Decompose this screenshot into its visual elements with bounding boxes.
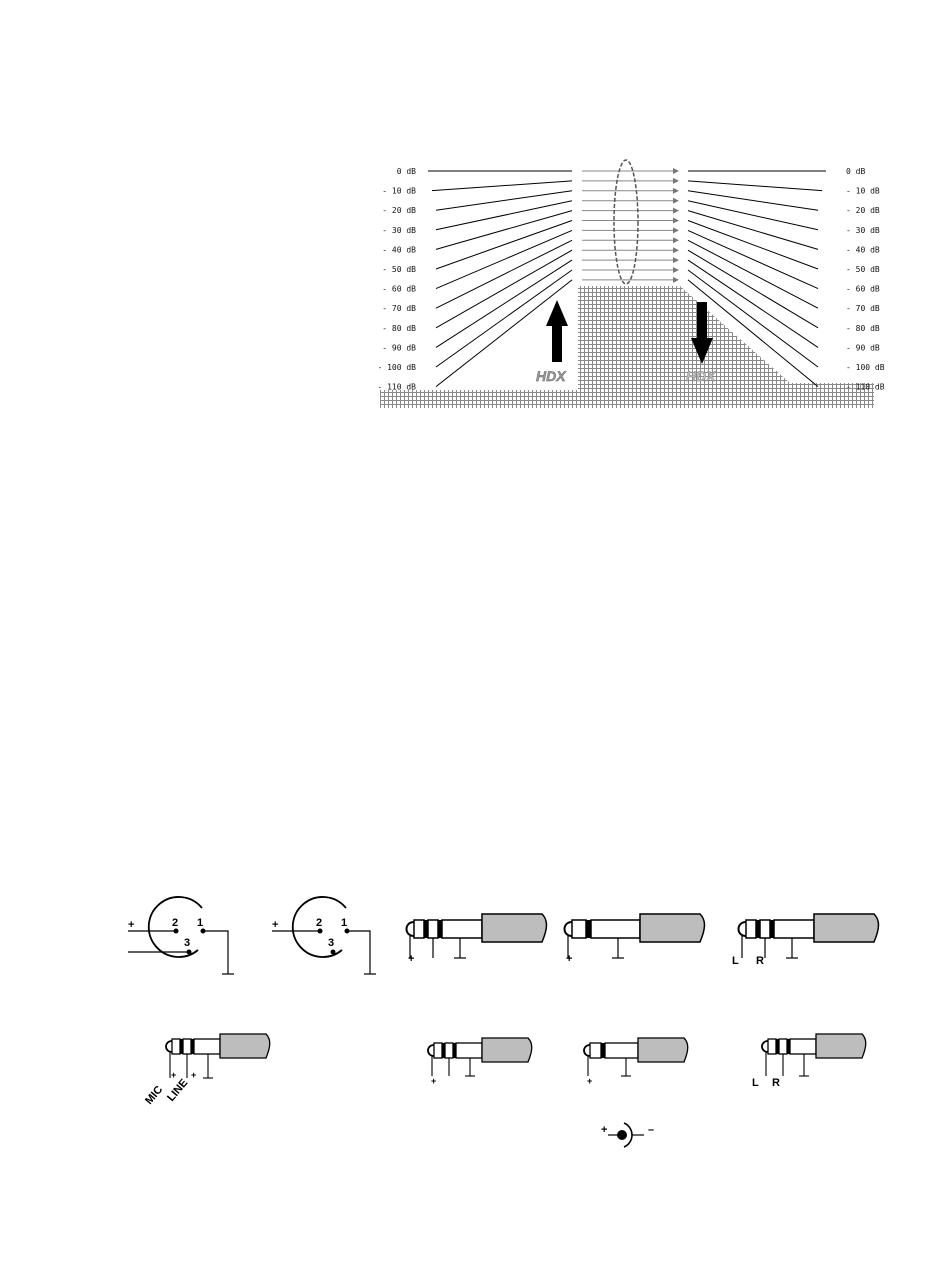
xlr-pin-1: 1 bbox=[341, 917, 348, 929]
plus-sign: + bbox=[601, 1124, 608, 1136]
right-db-label: - 40 dB bbox=[846, 245, 880, 255]
plus-sign: + bbox=[408, 953, 415, 965]
mic-line-jack bbox=[143, 1034, 270, 1107]
decoder-line bbox=[688, 240, 818, 308]
plus-sign: + bbox=[587, 1076, 593, 1086]
noise-floor-tape bbox=[578, 286, 874, 390]
decoder-line bbox=[688, 181, 822, 191]
encoder-line bbox=[436, 230, 572, 288]
xlr-input-connector bbox=[128, 897, 234, 974]
left-db-scale bbox=[377, 167, 416, 392]
plus-sign: + bbox=[272, 919, 279, 931]
left-db-label: - 20 dB bbox=[382, 206, 416, 216]
left-db-label: - 70 dB bbox=[382, 304, 416, 314]
plus-sign: + bbox=[128, 919, 135, 931]
encoder-line bbox=[436, 240, 572, 308]
xlr-pin-3: 3 bbox=[328, 937, 335, 949]
left-db-label: - 30 dB bbox=[382, 225, 416, 235]
right-db-label: 0 dB bbox=[846, 167, 866, 176]
left-db-label: 0 dB bbox=[396, 167, 416, 176]
stereo-jack-small-lr bbox=[752, 1034, 866, 1089]
dc-power-connector bbox=[601, 1123, 654, 1147]
left-db-label: - 50 dB bbox=[382, 265, 416, 274]
hdx-encode-label: HDX bbox=[536, 368, 566, 384]
right-db-label: - 70 dB bbox=[846, 304, 880, 314]
right-db-label: - 50 dB bbox=[846, 265, 880, 274]
right-db-label: - 90 dB bbox=[846, 343, 880, 353]
left-db-label: - 90 dB bbox=[382, 343, 416, 353]
hdx-diagram bbox=[0, 0, 950, 430]
encode-up-arrow bbox=[546, 300, 568, 362]
compressed-range-ellipse bbox=[614, 160, 638, 284]
stereo-jack-lr bbox=[732, 914, 879, 967]
plus-sign: + bbox=[566, 953, 573, 965]
noise-floor-band bbox=[380, 390, 874, 408]
stereo-jack-small-balanced bbox=[428, 1038, 532, 1086]
tape-arrows bbox=[582, 171, 678, 280]
encoder-line bbox=[436, 260, 572, 347]
xlr-pin-2: 2 bbox=[316, 917, 323, 929]
decoder-line bbox=[688, 211, 818, 250]
right-label: R bbox=[756, 955, 764, 967]
xlr-output-connector bbox=[272, 897, 376, 974]
decoder-line bbox=[688, 201, 818, 230]
line-label: LINE bbox=[165, 1077, 191, 1104]
mic-label: MIC bbox=[143, 1083, 166, 1107]
right-db-label: - 80 dB bbox=[846, 323, 880, 333]
plus-sign: + bbox=[171, 1070, 177, 1080]
xlr-pin-1: 1 bbox=[197, 917, 204, 929]
mono-jack-small bbox=[584, 1038, 688, 1086]
right-db-label: - 20 dB bbox=[846, 206, 880, 216]
left-db-label: - 80 dB bbox=[382, 323, 416, 333]
encoder-line bbox=[436, 201, 572, 230]
xlr-pin-2: 2 bbox=[172, 917, 179, 929]
encoder-line bbox=[432, 181, 572, 191]
mono-jack bbox=[565, 914, 705, 965]
xlr-pin-3: 3 bbox=[184, 937, 191, 949]
plus-sign: + bbox=[191, 1070, 197, 1080]
connector-pinouts bbox=[0, 880, 950, 1240]
right-db-label: - 10 dB bbox=[846, 186, 880, 196]
decoder-line bbox=[688, 191, 818, 210]
left-label: L bbox=[752, 1077, 759, 1089]
hdx-decode-label: HDX bbox=[686, 368, 716, 384]
left-db-label: - 110 dB bbox=[377, 382, 416, 392]
minus-sign: – bbox=[648, 1124, 655, 1136]
right-db-label: - 100 dB bbox=[846, 363, 885, 372]
left-label: L bbox=[732, 955, 739, 967]
decoder-line bbox=[688, 230, 818, 288]
right-db-label: - 30 dB bbox=[846, 225, 880, 235]
encoder-lines bbox=[428, 171, 572, 387]
right-db-label: - 60 dB bbox=[846, 284, 880, 294]
left-db-label: - 40 dB bbox=[382, 245, 416, 255]
stereo-jack-balanced bbox=[407, 914, 547, 965]
encoder-line bbox=[436, 191, 572, 210]
left-db-label: - 100 dB bbox=[377, 363, 416, 372]
right-db-scale bbox=[846, 167, 885, 392]
left-db-label: - 60 dB bbox=[382, 284, 416, 294]
right-db-label: - 110 dB bbox=[846, 382, 885, 392]
encoder-line bbox=[436, 211, 572, 250]
right-label: R bbox=[772, 1077, 780, 1089]
plus-sign: + bbox=[431, 1076, 437, 1086]
left-db-label: - 10 dB bbox=[382, 186, 416, 196]
